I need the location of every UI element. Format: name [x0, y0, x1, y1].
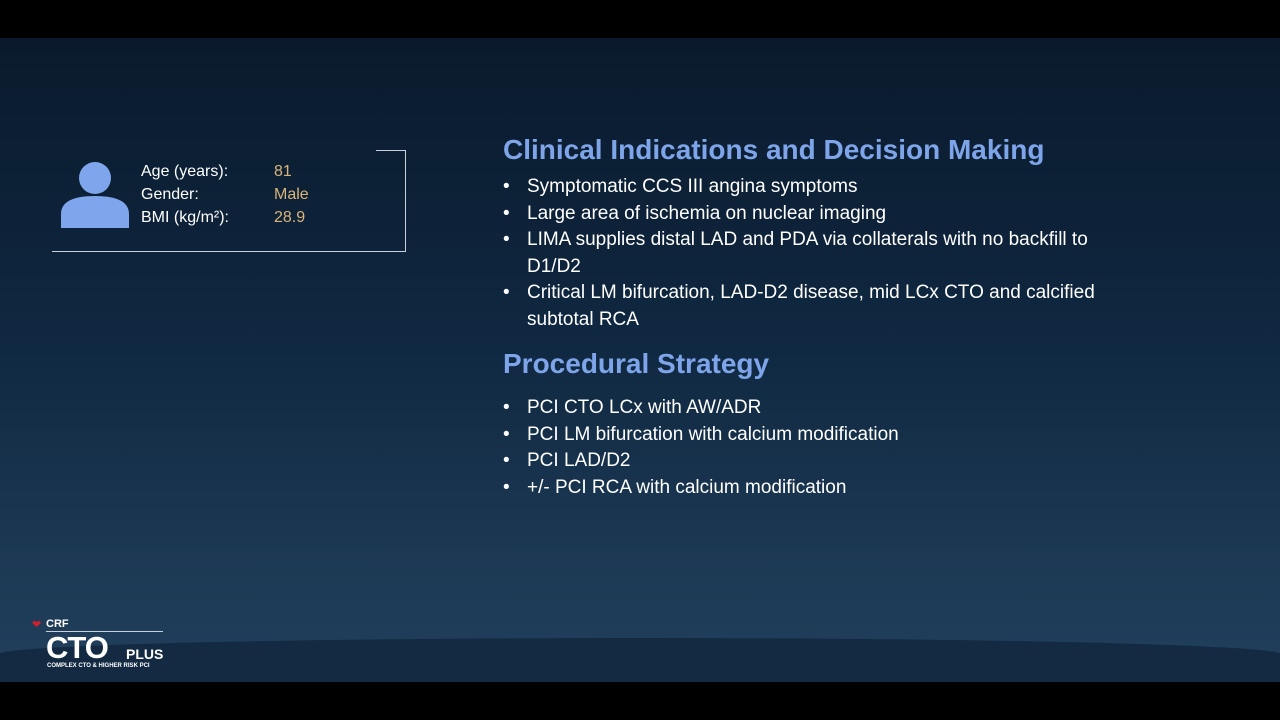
- procedural-strategy-list: [503, 395, 1143, 501]
- plus-logo-text: PLUS: [126, 646, 164, 662]
- cto-logo-text: CTO: [46, 630, 108, 665]
- list-item: • Large area of ischemia on nuclear imaging: [503, 201, 1143, 228]
- patient-summary-box: [52, 150, 406, 252]
- footer-band: [0, 638, 1280, 682]
- list-item: • PCI LM bifurcation with calcium modification: [503, 422, 1143, 449]
- list-item: • Symptomatic CCS III angina symptoms: [503, 174, 1143, 201]
- list-item: • Critical LM bifurcation, LAD-D2 disease, mid LCx CTO and calcified subtotal RCA: [503, 280, 1143, 333]
- gender-label: Gender:: [141, 186, 199, 203]
- list-item: • +/- PCI RCA with calcium modification: [503, 475, 1143, 502]
- bmi-value: 28.9: [274, 209, 306, 226]
- clinical-indications-title: Clinical Indications and Decision Making: [503, 134, 1045, 165]
- list-item: • PCI CTO LCx with AW/ADR: [503, 395, 1143, 422]
- person-icon: [60, 162, 130, 228]
- slide: [0, 38, 1280, 682]
- gender-value: Male: [274, 186, 309, 203]
- cto-plus-logo: [32, 617, 182, 669]
- heart-icon: ❤: [32, 619, 42, 631]
- logo-tagline: COMPLEX CTO & HIGHER RISK PCI: [47, 663, 150, 669]
- list-item: • PCI LAD/D2: [503, 448, 1143, 475]
- list-item: • LIMA supplies distal LAD and PDA via collaterals with no backfill to D1/D2: [503, 227, 1143, 280]
- clinical-indications-list: [503, 174, 1143, 333]
- bmi-label: BMI (kg/m²):: [141, 209, 229, 226]
- age-value: 81: [274, 163, 292, 180]
- crf-logo-text: CRF: [46, 618, 69, 630]
- procedural-strategy-title: Procedural Strategy: [503, 348, 770, 379]
- age-label: Age (years):: [141, 163, 229, 180]
